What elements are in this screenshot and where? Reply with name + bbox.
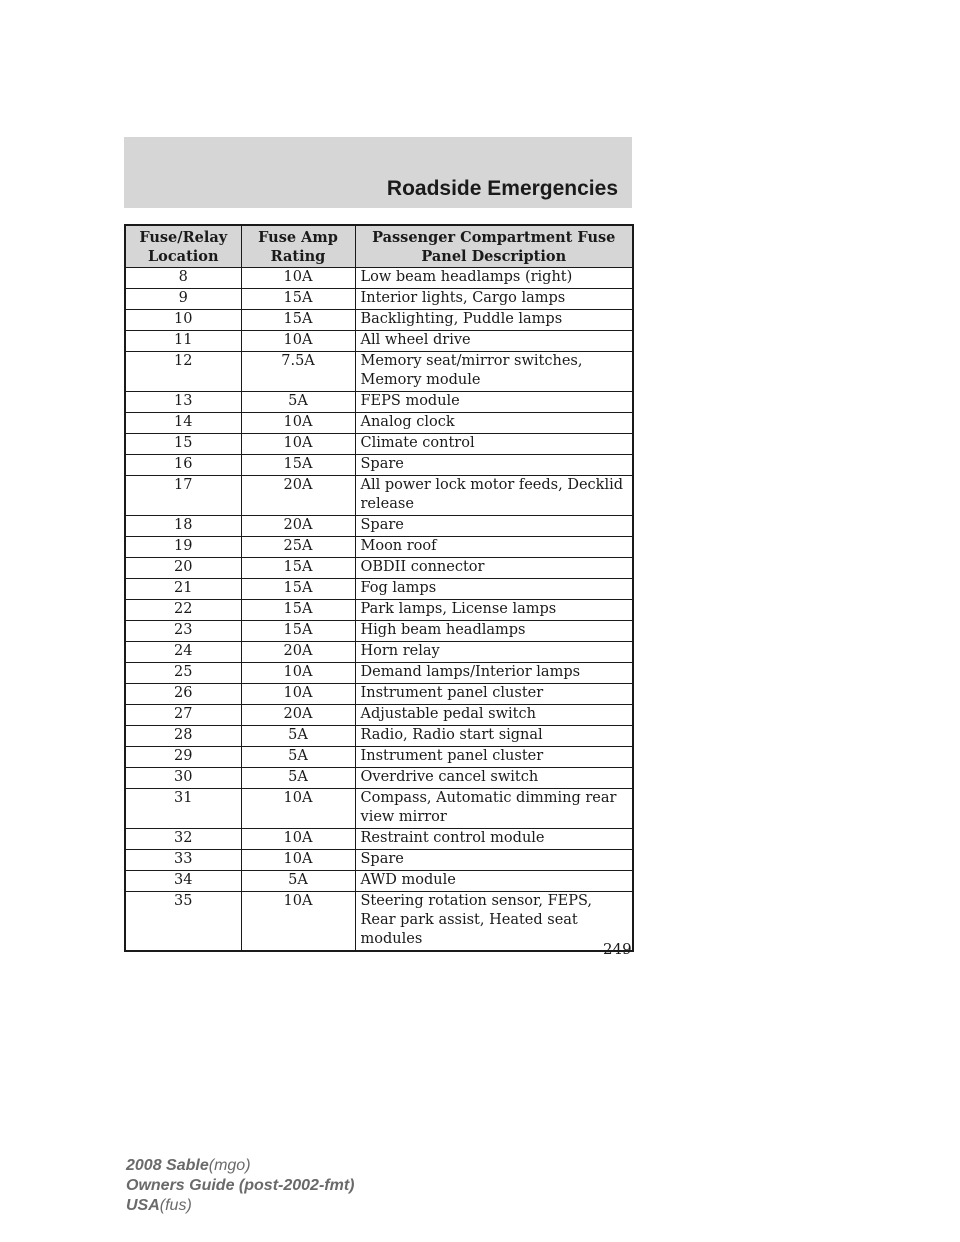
fuse-location-cell: 12	[125, 352, 241, 392]
section-title: Roadside Emergencies	[386, 177, 618, 200]
fuse-amp-cell: 7.5A	[241, 352, 355, 392]
fuse-amp-cell: 20A	[241, 516, 355, 537]
fuse-location-cell: 34	[125, 871, 241, 892]
fuse-description-cell: OBDII connector	[355, 558, 633, 579]
footer-line-2	[126, 1176, 354, 1196]
table-row	[125, 434, 633, 455]
table-row	[125, 310, 633, 331]
fuse-description-cell: Instrument panel cluster	[355, 684, 633, 705]
fuse-location-cell: 16	[125, 455, 241, 476]
fuse-description-cell: All power lock motor feeds, Decklid release	[355, 476, 633, 516]
fuse-description-cell: FEPS module	[355, 392, 633, 413]
fuse-amp-cell: 10A	[241, 434, 355, 455]
footer-guide-type: Owners Guide (post-2002-fmt)	[126, 1177, 355, 1194]
fuse-amp-cell: 15A	[241, 455, 355, 476]
table-row	[125, 705, 633, 726]
fuse-location-cell: 17	[125, 476, 241, 516]
fuse-amp-cell: 10A	[241, 268, 355, 289]
footer-model: 2008 Sable	[126, 1157, 209, 1174]
table-row	[125, 455, 633, 476]
fuse-amp-cell: 10A	[241, 829, 355, 850]
fuse-description-cell: Restraint control module	[355, 829, 633, 850]
fuse-location-cell: 14	[125, 413, 241, 434]
fuse-amp-cell: 5A	[241, 392, 355, 413]
fuse-location-cell: 35	[125, 892, 241, 952]
fuse-table	[124, 224, 634, 952]
column-header-amp-rating: Fuse Amp Rating	[241, 225, 355, 268]
fuse-location-cell: 23	[125, 621, 241, 642]
footer-line-1	[126, 1156, 354, 1176]
fuse-amp-cell: 10A	[241, 892, 355, 952]
fuse-amp-cell: 5A	[241, 726, 355, 747]
fuse-location-cell: 11	[125, 331, 241, 352]
fuse-description-cell: Low beam headlamps (right)	[355, 268, 633, 289]
table-row	[125, 268, 633, 289]
fuse-description-cell: Analog clock	[355, 413, 633, 434]
fuse-location-cell: 27	[125, 705, 241, 726]
fuse-description-cell: Backlighting, Puddle lamps	[355, 310, 633, 331]
fuse-amp-cell: 10A	[241, 684, 355, 705]
table-row	[125, 516, 633, 537]
table-row	[125, 413, 633, 434]
table-row	[125, 829, 633, 850]
fuse-location-cell: 26	[125, 684, 241, 705]
table-row	[125, 289, 633, 310]
fuse-amp-cell: 25A	[241, 537, 355, 558]
table-row	[125, 871, 633, 892]
fuse-location-cell: 30	[125, 768, 241, 789]
fuse-amp-cell: 10A	[241, 789, 355, 829]
section-header-band	[124, 137, 632, 208]
fuse-description-cell: Moon roof	[355, 537, 633, 558]
table-row	[125, 537, 633, 558]
fuse-description-cell: Demand lamps/Interior lamps	[355, 663, 633, 684]
fuse-location-cell: 32	[125, 829, 241, 850]
fuse-description-cell: Steering rotation sensor, FEPS, Rear park assist, Heated seat modules	[355, 892, 633, 952]
table-row	[125, 476, 633, 516]
table-row	[125, 392, 633, 413]
fuse-amp-cell: 10A	[241, 663, 355, 684]
page-number: 249	[603, 940, 632, 958]
fuse-amp-cell: 20A	[241, 705, 355, 726]
fuse-location-cell: 31	[125, 789, 241, 829]
fuse-location-cell: 33	[125, 850, 241, 871]
fuse-location-cell: 25	[125, 663, 241, 684]
fuse-amp-cell: 5A	[241, 871, 355, 892]
fuse-description-cell: AWD module	[355, 871, 633, 892]
fuse-description-cell: Climate control	[355, 434, 633, 455]
fuse-description-cell: Overdrive cancel switch	[355, 768, 633, 789]
table-row	[125, 850, 633, 871]
fuse-description-cell: Spare	[355, 455, 633, 476]
column-header-description: Passenger Compartment Fuse Panel Description	[355, 225, 633, 268]
fuse-location-cell: 15	[125, 434, 241, 455]
fuse-description-cell: Instrument panel cluster	[355, 747, 633, 768]
fuse-description-cell: High beam headlamps	[355, 621, 633, 642]
footer-market-code: (fus)	[159, 1197, 192, 1214]
table-row	[125, 621, 633, 642]
fuse-location-cell: 24	[125, 642, 241, 663]
fuse-amp-cell: 15A	[241, 579, 355, 600]
footer-market: USA	[126, 1197, 160, 1214]
table-row	[125, 892, 633, 952]
table-row	[125, 579, 633, 600]
table-row	[125, 663, 633, 684]
table-row	[125, 642, 633, 663]
fuse-amp-cell: 5A	[241, 747, 355, 768]
fuse-location-cell: 29	[125, 747, 241, 768]
table-row	[125, 789, 633, 829]
fuse-description-cell: Spare	[355, 850, 633, 871]
fuse-location-cell: 18	[125, 516, 241, 537]
fuse-description-cell: Adjustable pedal switch	[355, 705, 633, 726]
table-row	[125, 600, 633, 621]
footer-model-code: (mgo)	[208, 1157, 251, 1174]
fuse-location-cell: 9	[125, 289, 241, 310]
fuse-description-cell: Compass, Automatic dimming rear view mirror	[355, 789, 633, 829]
table-row	[125, 747, 633, 768]
fuse-amp-cell: 20A	[241, 642, 355, 663]
fuse-amp-cell: 15A	[241, 558, 355, 579]
fuse-amp-cell: 10A	[241, 413, 355, 434]
fuse-table-body	[125, 268, 633, 952]
fuse-amp-cell: 10A	[241, 331, 355, 352]
fuse-location-cell: 21	[125, 579, 241, 600]
fuse-description-cell: Horn relay	[355, 642, 633, 663]
fuse-amp-cell: 15A	[241, 600, 355, 621]
table-row	[125, 726, 633, 747]
fuse-location-cell: 28	[125, 726, 241, 747]
fuse-amp-cell: 20A	[241, 476, 355, 516]
fuse-description-cell: Radio, Radio start signal	[355, 726, 633, 747]
fuse-description-cell: Fog lamps	[355, 579, 633, 600]
table-row	[125, 768, 633, 789]
fuse-location-cell: 10	[125, 310, 241, 331]
table-row	[125, 352, 633, 392]
footer	[126, 1156, 354, 1216]
fuse-location-cell: 19	[125, 537, 241, 558]
table-row	[125, 331, 633, 352]
column-header-location: Fuse/Relay Location	[125, 225, 241, 268]
fuse-amp-cell: 15A	[241, 621, 355, 642]
table-row	[125, 558, 633, 579]
fuse-description-cell: Memory seat/mirror switches, Memory module	[355, 352, 633, 392]
fuse-location-cell: 13	[125, 392, 241, 413]
fuse-description-cell: All wheel drive	[355, 331, 633, 352]
fuse-location-cell: 20	[125, 558, 241, 579]
footer-line-3	[126, 1196, 354, 1216]
fuse-amp-cell: 15A	[241, 289, 355, 310]
table-row	[125, 684, 633, 705]
fuse-location-cell: 8	[125, 268, 241, 289]
fuse-amp-cell: 15A	[241, 310, 355, 331]
table-header-row	[125, 225, 633, 268]
fuse-description-cell: Spare	[355, 516, 633, 537]
fuse-location-cell: 22	[125, 600, 241, 621]
fuse-amp-cell: 5A	[241, 768, 355, 789]
fuse-amp-cell: 10A	[241, 850, 355, 871]
fuse-description-cell: Interior lights, Cargo lamps	[355, 289, 633, 310]
fuse-description-cell: Park lamps, License lamps	[355, 600, 633, 621]
